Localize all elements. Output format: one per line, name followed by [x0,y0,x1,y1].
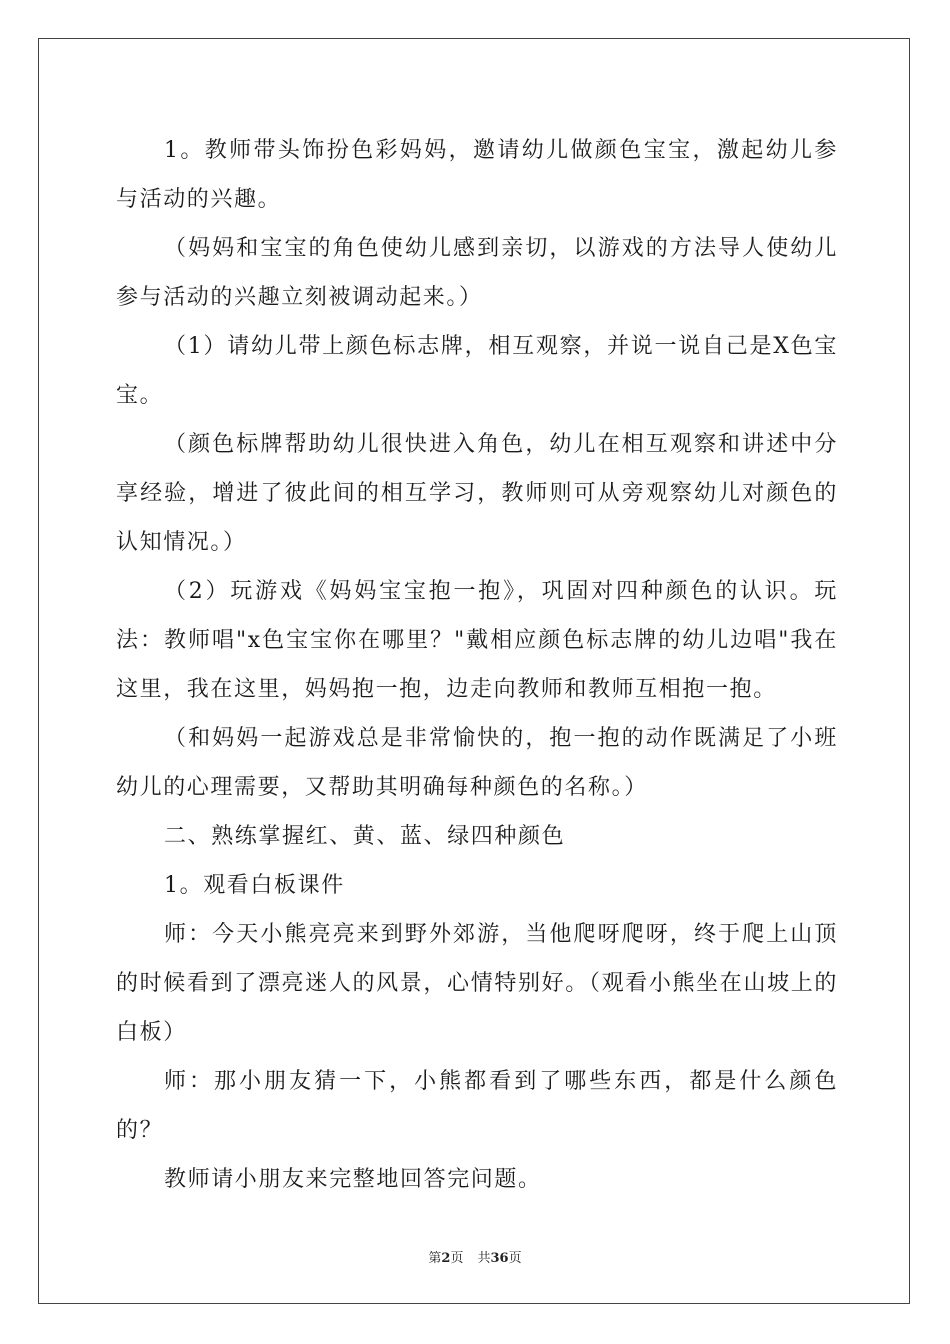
paragraph: 1。教师带头饰扮色彩妈妈，邀请幼儿做颜色宝宝，激起幼儿参与活动的兴趣。 [116,138,838,212]
footer-page-prefix: 第 [428,1251,442,1266]
page-footer [0,1247,950,1266]
paragraph: 1。观看白板课件 [164,873,345,898]
footer-page-current: 2 [441,1251,451,1266]
paragraph: （2）玩游戏《妈妈宝宝抱一抱》，巩固对四种颜色的认识。玩法：教师唱"x色宝宝你在哪里？"戴相应颜色标志牌的幼儿边唱"我在这里，我在这里，妈妈抱一抱，边走向教师和教师互相抱一抱。 [116,579,838,702]
paragraph: 师：今天小熊亮亮来到野外郊游，当他爬呀爬呀，终于爬上山顶的时候看到了漂亮迷人的风景，心情特别好。（观看小熊坐在山坡上的白板） [116,922,838,1045]
footer-page-suffix: 页 [450,1251,464,1266]
paragraph: 教师请小朋友来完整地回答完问题。 [164,1167,542,1192]
footer-total-suffix: 页 [508,1251,522,1266]
footer-total-prefix: 共 [477,1251,491,1266]
paragraph: （和妈妈一起游戏总是非常愉快的，抱一抱的动作既满足了小班幼儿的心理需要，又帮助其明确每种颜色的名称。） [116,726,838,800]
footer-page-total: 36 [490,1251,509,1266]
section-heading: 二、熟练掌握红、黄、蓝、绿四种颜色 [164,824,566,849]
paragraph: （1）请幼儿带上颜色标志牌，相互观察，并说一说自己是X色宝宝。 [116,334,838,408]
paragraph: （颜色标牌帮助幼儿很快进入角色，幼儿在相互观察和讲述中分享经验，增进了彼此间的相互学习，教师则可从旁观察幼儿对颜色的认知情况。） [116,432,838,555]
document-body [116,126,838,1204]
paragraph: （妈妈和宝宝的角色使幼儿感到亲切，以游戏的方法导人使幼儿参与活动的兴趣立刻被调动起来。） [116,236,838,310]
paragraph: 师：那小朋友猜一下，小熊都看到了哪些东西，都是什么颜色的？ [116,1069,838,1143]
